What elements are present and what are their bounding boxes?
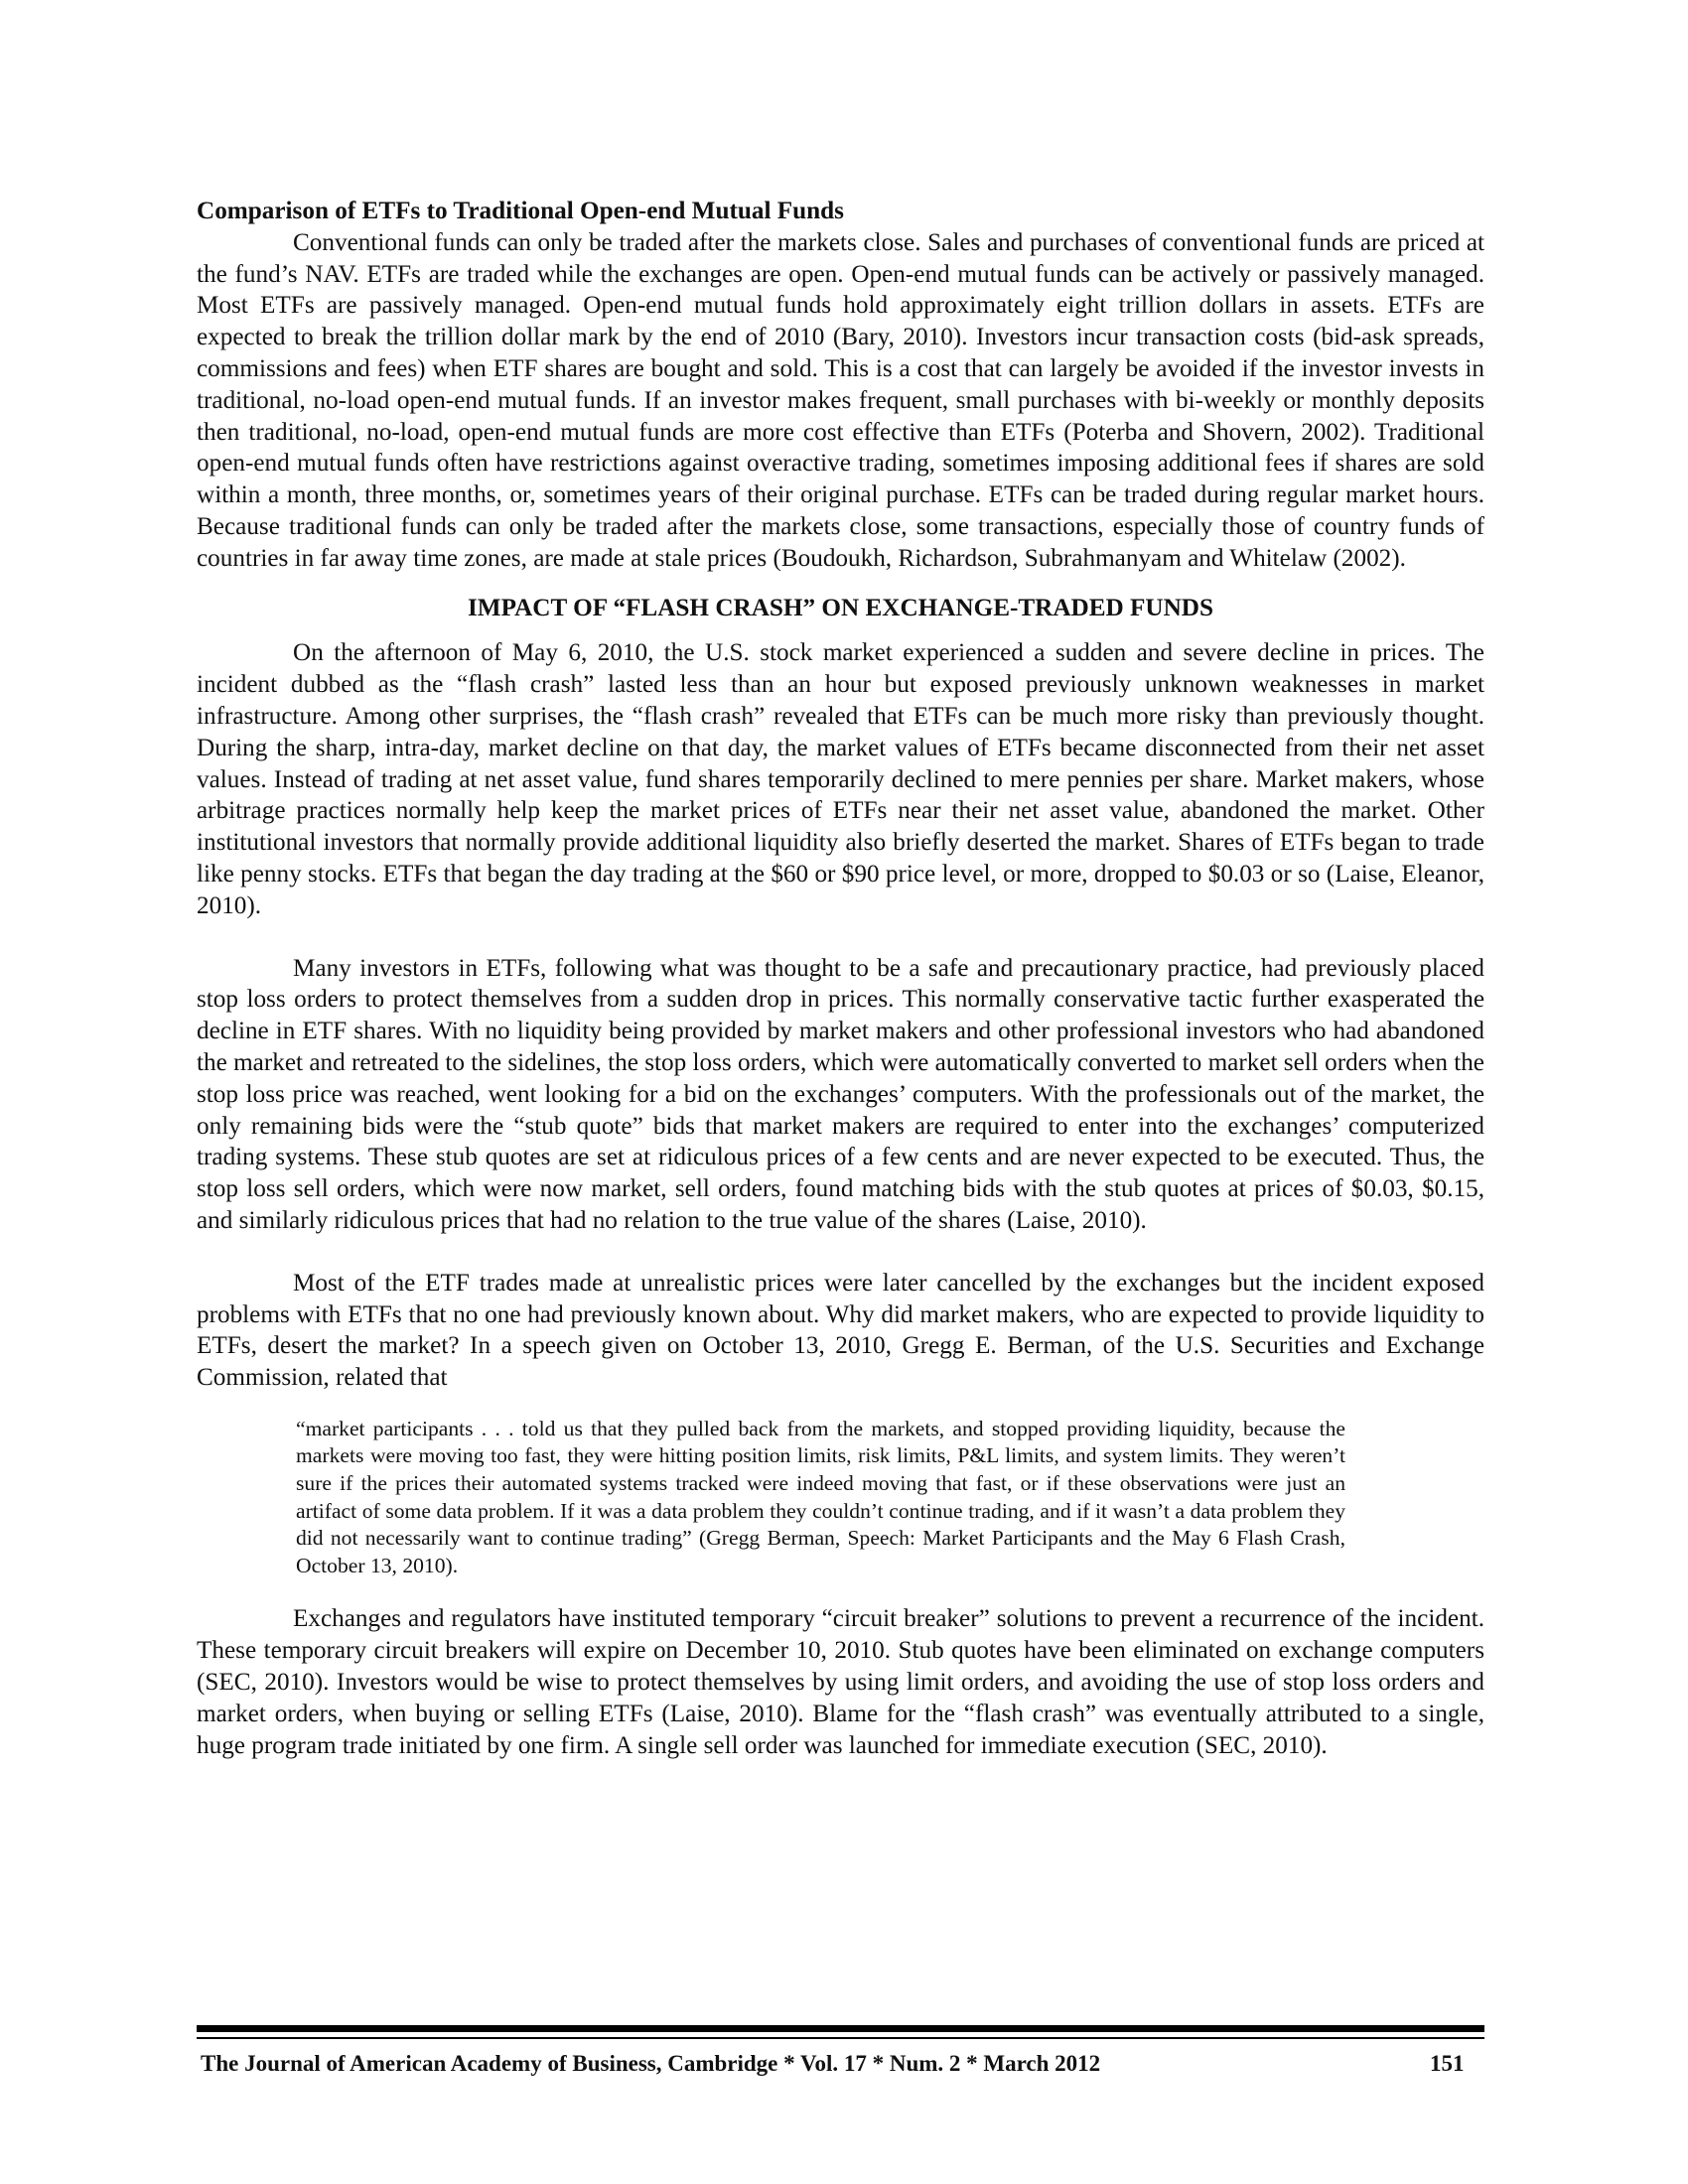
footer-rule-thin: [197, 2037, 1484, 2039]
section-heading: Comparison of ETFs to Traditional Open-end Mutual Funds: [197, 198, 844, 224]
closing-paragraph: Exchanges and regulators have instituted temporary “circuit breaker” solutions to prevent a recurrence of the incident. These temporary circuit breakers will expire on December 10, 2010. Stub quotes have been eliminated on exchange computers (SEC, 2010). Investors would be wise to protect themselves by using limit orders, and avoiding the use of stop loss orders and market orders, when buying or selling ETFs (Laise, 2010). Blame for the “flash crash” was eventually attributed to a single, huge program trade initiated by one firm. A single sell order was launched for immediate execution (SEC, 2010).: [197, 1605, 1484, 1759]
footer-journal: The Journal of American Academy of Business, Cambridge * Vol. 17 * Num. 2 * March 2012: [201, 2051, 1101, 2076]
section-paragraph: Conventional funds can only be traded after the markets close. Sales and purchases of conventional funds are priced at the fund’s NAV. ETFs are traded while the exchanges are open. Open-end mutual funds can be actively or passively managed. Most ETFs are passively managed. Open-end mutual funds hold approximately eight trillion dollars in assets. ETFs are expected to break the trillion dollar mark by the end of 2010 (Bary, 2010). Investors incur transaction costs (bid-ask spreads, commissions and fees) when ETF shares are bought and sold. This is a cost that can largely be avoided if the investor invests in traditional, no-load open-end mutual funds. If an investor makes frequent, small purchases with bi-weekly or monthly deposits then traditional, no-load, open-end mutual funds are more cost effective than ETFs (Poterba and Shovern, 2002). Traditional open-end mutual funds often have restrictions against overactive trading, sometimes imposing additional fees if shares are sold within a month, three months, or, sometimes years of their original purchase. ETFs can be traded during regular market hours. Because traditional funds can only be traded after the markets close, some transactions, especially those of country funds of countries in far away time zones, are made at stale prices (Boudoukh, Richardson, Subrahmanyam and Whitelaw (2002).: [197, 228, 1484, 572]
body-paragraph-1: On the afternoon of May 6, 2010, the U.S. stock market experienced a sudden and severe decline in prices. The incident dubbed as the “flash crash” lasted less than an hour but exposed previously unknown weaknesses in market infrastructure. Among other surprises, the “flash crash” revealed that ETFs can be much more risky than previously thought. During the sharp, intra-day, market decline on that day, the market values of ETFs became disconnected from their net asset values. Instead of trading at net asset value, fund shares temporarily declined to mere pennies per share. Market makers, whose arbitrage practices normally help keep the market prices of ETFs near their net asset value, abandoned the market. Other institutional investors that normally provide additional liquidity also briefly deserted the market. Shares of ETFs began to trade like penny stocks. ETFs that began the day trading at the $60 or $90 price level, or more, dropped to $0.03 or so (Laise, Eleanor, 2010).: [197, 639, 1484, 919]
impact-title: IMPACT OF “FLASH CRASH” ON EXCHANGE-TRADED FUNDS: [468, 594, 1213, 621]
footer-rule-thick: [197, 2025, 1484, 2032]
page-number: 151: [1430, 2051, 1465, 2076]
block-quote: “market participants . . . told us that they pulled back from the markets, and stopped providing liquidity, because the markets were moving too fast, they were hitting position limits, risk limits, P&L limits, and system limits. They weren’t sure if the prices their automated systems tracked were indeed moving that fast, or if these observations were just an artifact of some data problem. If it was a data problem they couldn’t continue trading, and if it wasn’t a data problem they did not necessarily want to continue trading” (Gregg Berman, Speech: Market Participants and the May 6 Flash Crash, October 13, 2010).: [296, 1416, 1345, 1577]
body-paragraph-3: Most of the ETF trades made at unrealistic prices were later cancelled by the exchanges but the incident exposed problems with ETFs that no one had previously known about. Why did market makers, who are expected to provide liquidity to ETFs, desert the market? In a speech given on October 13, 2010, Gregg E. Berman, of the U.S. Securities and Exchange Commission, related that: [197, 1269, 1484, 1392]
page-body: [197, 196, 1484, 1761]
body-paragraph-2: Many investors in ETFs, following what was thought to be a safe and precautionary practice, had previously placed stop loss orders to protect themselves from a sudden drop in prices. This normally conservative tactic further exasperated the decline in ETF shares. With no liquidity being provided by market makers and other professional investors who had abandoned the market and retreated to the sidelines, the stop loss orders, which were automatically converted to market sell orders when the stop loss price was reached, went looking for a bid on the exchanges’ computers. With the professionals out of the market, the only remaining bids were the “stub quote” bids that market makers are required to enter into the exchanges’ computerized trading systems. These stub quotes are set at ridiculous prices of a few cents and are never expected to be executed. Thus, the stop loss sell orders, which were now market, sell orders, found matching bids with the stub quotes at prices of $0.03, $0.15, and similarly ridiculous prices that had no relation to the true value of the shares (Laise, 2010).: [197, 954, 1484, 1234]
